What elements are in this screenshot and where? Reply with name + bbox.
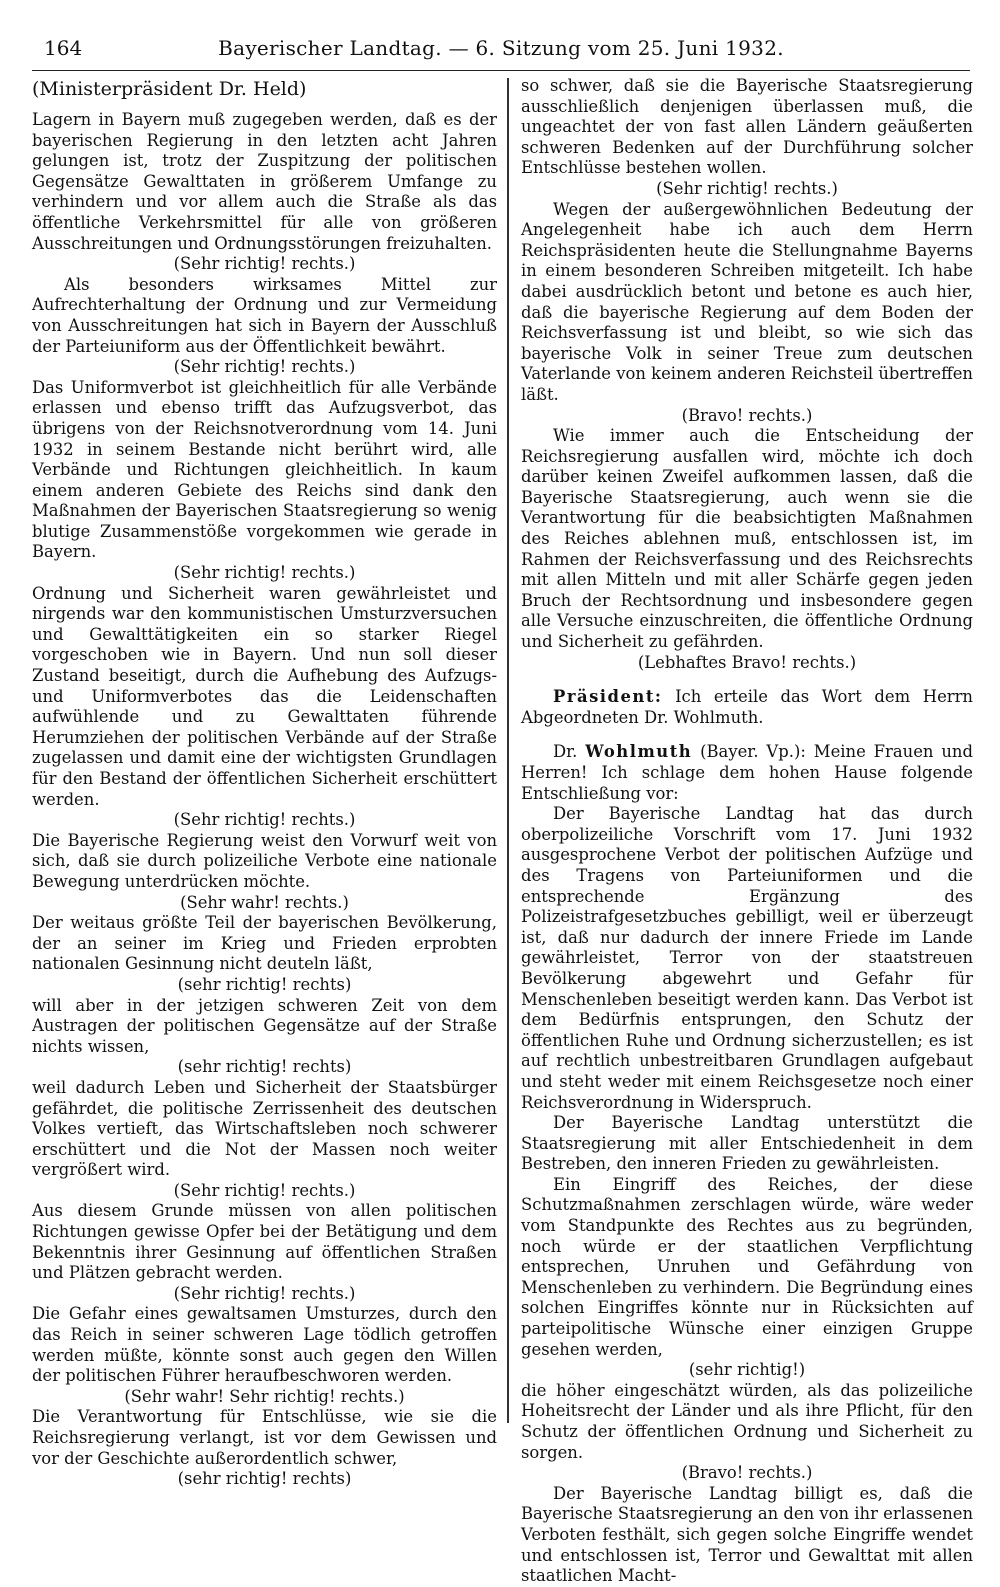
speaker-title: Dr. (553, 742, 586, 762)
interjection: (Sehr richtig! rechts.) (656, 178, 838, 198)
paragraph: Wie immer auch die Entscheidung der Reichsregierung ausfallen wird, möchte ich doch darüber keinen Zweifel aufkommen lassen, daß die Bayerische Staatsregierung, auch wenn sie die Verantwortung für die beabsichtigten Maßnahmen des Reiches ablehnen muß, entschlossen ist, im Rahmen der Reichsverfassung und des Reichsrechts mit allen Mitteln und mit aller Schärfe gegen jeden Bruch der Rechtsordnung und insbesondere gegen alle Versuche einzuschreiten, die öffentliche Ordnung und Sicherheit zu gefährden. (521, 426, 973, 652)
paragraph: Das Uniformverbot ist gleichheitlich für alle Verbände erlassen und ebenso trifft das Aufzugsverbot, das übrigens von der Reichsnotverordnung vom 14. Juni 1932 in seinem Bestande nicht berührt wird, alle Verbände und Richtungen gleichheitlich. In kaum einem anderen Gebiete des Reichs sind dank den Maßnahmen der Bayerischen Staatsregierung so wenig blutige Zusammenstöße vorgekommen wie gerade in Bayern. (32, 377, 497, 562)
president-text: Ich erteile das Wort dem Herrn Abgeordneten Dr. Wohlmuth. (521, 687, 973, 727)
speaker-name: Wohlmuth (585, 742, 693, 762)
resolution-paragraph: Ein Eingriff des Reiches, der diese Schutzmaßnahmen zerschlagen würde, wäre weder vom Standpunkte des Rechtes aus zu begründen, noch würde er der staatlichen Verpflichtung entsprechen, Unruhen und Gefährdung von Menschenleben zu verhindern. Die Begründung eines solchen Eingriffes könnte nur in Rücksichten auf parteipolitische Wünsche einer einzigen Gruppe gesehen werden, (521, 1174, 973, 1359)
paragraph: Aus diesem Grunde müssen von allen politischen Richtungen gewisse Opfer bei der Betätigung und dem Bekenntnis ihrer Gesinnung auf öffentlichen Straßen und Plätzen gebracht werden. (32, 1201, 497, 1283)
paragraph: Der weitaus größte Teil der bayerischen Bevölkerung, der an seiner im Krieg und Frieden erprobten nationalen Gesinnung nicht deuteln läßt, (32, 913, 497, 974)
president-statement (521, 687, 973, 728)
speaker-intro (521, 742, 973, 804)
interjection: (Sehr richtig! rechts.) (173, 1283, 356, 1303)
interjection: (Sehr wahr! Sehr richtig! rechts.) (124, 1386, 405, 1406)
interjection: (Sehr richtig! rechts.) (173, 563, 356, 583)
interjection: (Sehr wahr! rechts.) (180, 892, 349, 912)
speaker-heading: (Ministerpräsident Dr. Held) (32, 78, 307, 100)
interjection: (Bravo! rechts.) (681, 1463, 813, 1483)
page-number: 164 (44, 36, 83, 60)
interjection: (sehr richtig! rechts) (177, 1057, 352, 1077)
interjection: (sehr richtig! rechts) (177, 974, 352, 994)
interjection: (Sehr richtig! rechts.) (173, 1180, 356, 1200)
resolution-paragraph: Der Bayerische Landtag unterstützt die Staatsregierung mit aller Entschiedenheit in dem Bestreben, den inneren Frieden zu gewährleisten. (521, 1113, 973, 1174)
paragraph: Die Gefahr eines gewaltsamen Umsturzes, durch den das Reich in seiner schweren Lage tödlich getroffen werden müßte, könnte sonst auch gegen den Willen der politischen Führer heraufbeschworen werden. (32, 1304, 497, 1386)
paragraph: will aber in der jetzigen schweren Zeit von dem Austragen der politischen Gegensätze auf der Straße nichts wissen, (32, 995, 497, 1056)
interjection: (Sehr richtig! rechts.) (173, 254, 356, 274)
paragraph: Die Bayerische Regierung weist den Vorwurf weit von sich, daß sie durch polizeiliche Verbote eine nationale Bewegung unterdrücken möchte. (32, 830, 497, 891)
speaker-intro-text: (Bayer. Vp.): Meine Frauen und Herren! Ich schlage dem hohen Hause folgende Entschließung vor: (521, 742, 973, 803)
president-label: Präsident: (553, 687, 663, 707)
spacer (521, 728, 973, 742)
column-divider (507, 78, 509, 1423)
interjection: (sehr richtig! rechts) (177, 1469, 352, 1489)
page-header (32, 30, 970, 71)
spacer (521, 673, 973, 687)
paragraph: Die Verantwortung für Entschlüsse, wie sie die Reichsregierung verlangt, ist vor dem Gewissen und vor der Geschichte außerordentlich schwer, (32, 1407, 497, 1468)
paragraph: Ordnung und Sicherheit waren gewährleistet und nirgends war den kommunistischen Umsturzversuchen und Gewalttätigkeiten ein so starker Riegel vorgeschoben wie in Bayern. Und nun soll dieser Zustand beseitigt, durch die Aufhebung des Aufzugs- und Uniformverbotes das die Leidenschaften aufwühlende und zu Gewalttaten führende Herumziehen der politischen Verbände auf der Straße zugelassen und damit eine der wichtigsten Grundlagen für den Bestand der öffentlichen Sicherheit erschüttert werden. (32, 583, 497, 809)
paragraph: Wegen der außergewöhnlichen Bedeutung der Angelegenheit habe ich auch dem Herrn Reichspräsidenten heute die Stellungnahme Bayerns in einem besonderen Schreiben mitgeteilt. Ich habe dabei ausdrücklich betont und betone es auch hier, daß die bayerische Regierung auf dem Boden der Reichsverfassung ist und bleibt, so wie sich das bayerische Volk in seiner Treue zum deutschen Vaterlande von keinem anderen Reichsteil übertreffen läßt. (521, 199, 973, 404)
paragraph: so schwer, daß sie die Bayerische Staatsregierung ausschließlich denjenigen überlassen muß, die ungeachtet der von fast allen Ländern geäußerten schweren Bedenken auf der Durchführung solcher Entschlüsse bestehen wollen. (521, 76, 973, 178)
left-column (32, 76, 497, 1490)
paragraph: weil dadurch Leben und Sicherheit der Staatsbürger gefährdet, die politische Zerrissenheit des deutschen Volkes vertieft, das Wirtschaftsleben noch schwerer erschüttert und die Not der Massen noch weiter vergrößert wird. (32, 1077, 497, 1180)
interjection: (Lebhaftes Bravo! rechts.) (637, 652, 857, 672)
interjection: (Sehr richtig! rechts.) (173, 810, 356, 830)
running-head: Bayerischer Landtag. — 6. Sitzung vom 25. Juni 1932. (218, 36, 784, 60)
interjection: (Bravo! rechts.) (681, 405, 813, 425)
resolution-paragraph: Der Bayerische Landtag billigt es, daß die Bayerische Staatsregierung an den von ihr erlassenen Verboten festhält, sich gegen solche Eingriffe wendet und entschlossen ist, Terror und Gewalttat mit allen staatlichen Macht- (521, 1483, 974, 1586)
resolution-paragraph: die höher eingeschätzt würden, als das polizeiliche Hoheitsrecht der Länder und als ihre Pflicht, für den Schutz der öffentlichen Ordnung und Sicherheit zu sorgen. (521, 1380, 973, 1462)
interjection: (Sehr richtig! rechts.) (173, 357, 356, 377)
resolution-paragraph: Der Bayerische Landtag hat das durch oberpolizeiliche Vorschrift vom 17. Juni 1932 ausgesprochene Verbot der politischen Aufzüge und des Tragens von Parteiuniformen und die entsprechende Ergänzung des Polizeistrafgesetzbuches gebilligt, weil er überzeugt ist, daß nur dadurch der innere Friede im Lande gewährleistet, Terror von der staatstreuen Bevölkerung abgewehrt und Gefahr für Menschenleben beseitigt werden kann. Das Verbot ist dem Bedürfnis entsprungen, den Schutz der öffentlichen Ruhe und Ordnung sicherzustellen; es ist auf rechtlich unbestreitbaren Grundlagen aufgebaut und steht weder mit einem Reichsgesetze noch einer Reichsverordnung in Widerspruch. (521, 804, 973, 1112)
right-column (521, 76, 973, 1587)
interjection: (sehr richtig!) (688, 1360, 806, 1380)
paragraph: Lagern in Bayern muß zugegeben werden, daß es der bayerischen Regierung in den letzten acht Jahren gelungen ist, trotz der Zuspitzung der politischen Gegensätze Gewalttaten in größerem Umfange zu verhindern und vor allem auch die Straße als das öffentliche Verkehrsmittel für alle von größeren Ausschreitungen und Ordnungsstörungen freizuhalten. (32, 110, 497, 253)
paragraph: Als besonders wirksames Mittel zur Aufrechterhaltung der Ordnung und zur Vermeidung von Ausschreitungen hat sich in Bayern der Ausschluß der Parteiuniform aus der Öffentlichkeit bewährt. (32, 274, 497, 356)
